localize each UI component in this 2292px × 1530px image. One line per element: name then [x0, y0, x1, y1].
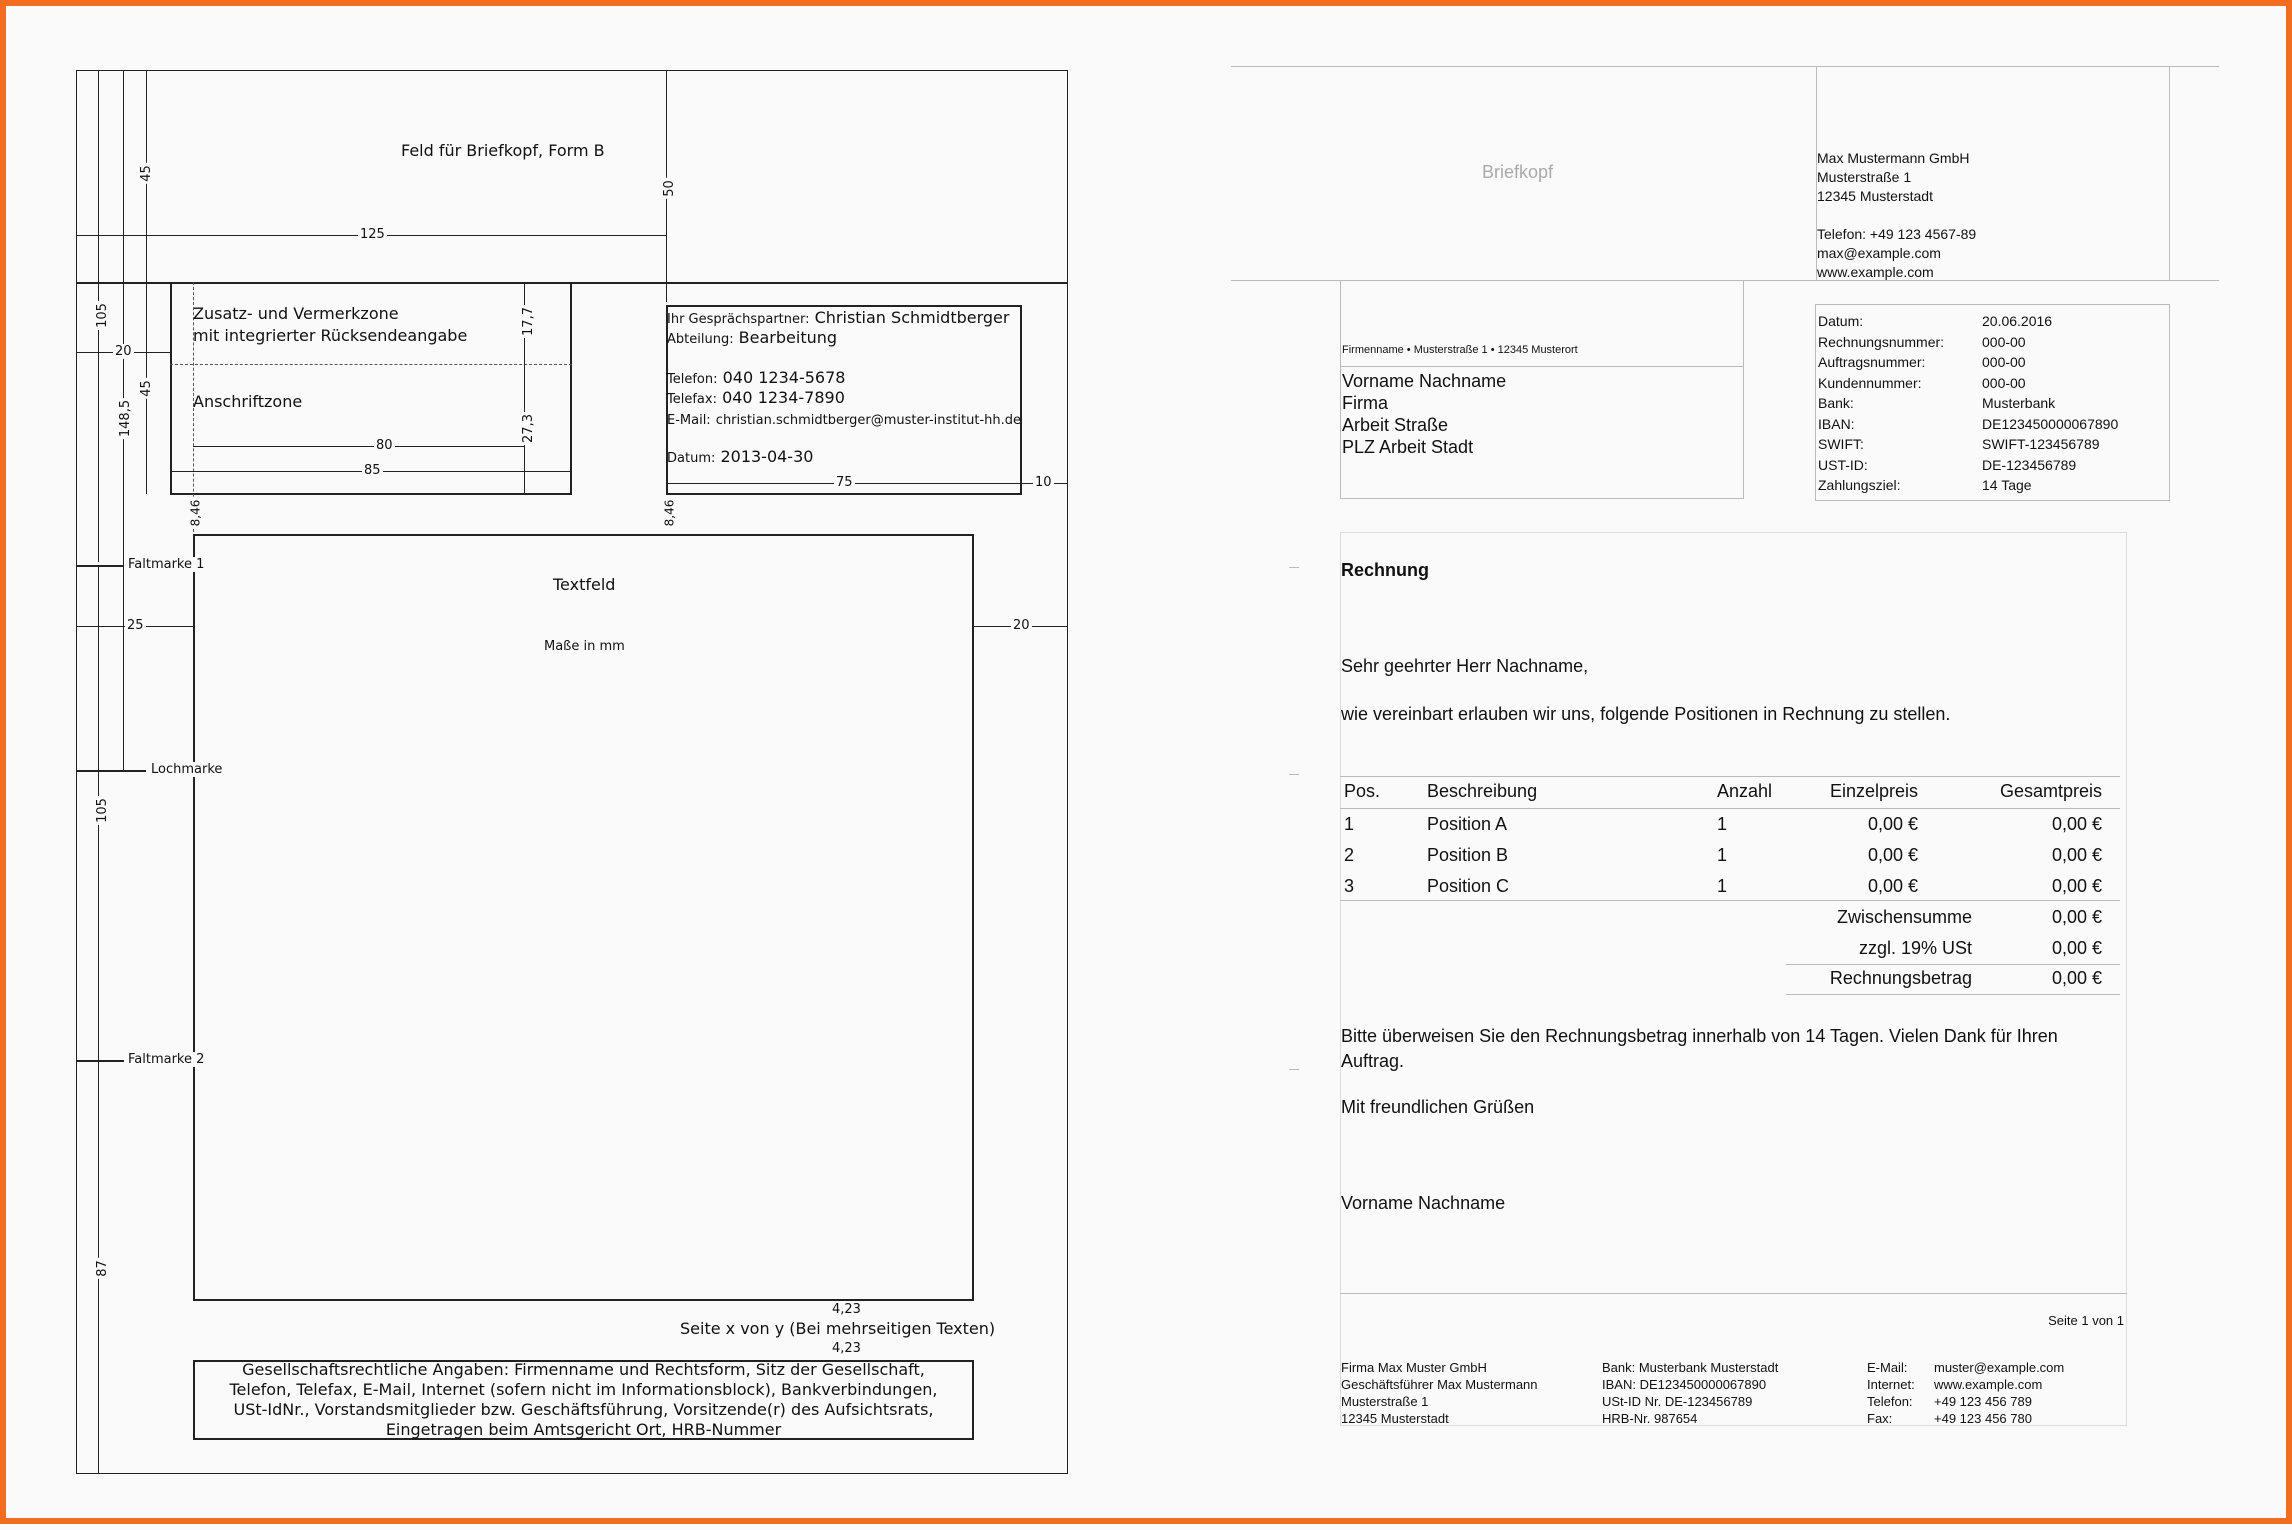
info-email [667, 409, 1021, 428]
signature-name: Vorname Nachname [1341, 1193, 1506, 1213]
info-datum [667, 447, 813, 466]
page-number: Seite 1 von 1 [2048, 1313, 2124, 1328]
th-einzelpreis: Einzelpreis [1829, 781, 1918, 801]
th-beschreibung: Beschreibung [1427, 781, 1538, 801]
dim-10: 10 [1035, 475, 1052, 490]
info-email-value: christian.schmidtberger@muster-institut-hh.de [715, 413, 1021, 428]
invoice-sheet [1206, 6, 2292, 1530]
info-datum-value: 2013-04-30 [720, 447, 814, 466]
briefkopf-placeholder: Briefkopf [1482, 162, 1554, 182]
dim-105b: 105 [94, 798, 110, 823]
td-anzahl: 1 [1717, 814, 1728, 834]
info-abteilung-label: Abteilung: [667, 332, 734, 347]
company-block [1817, 149, 1976, 282]
footer-line-2: Telefon, Telefax, E-Mail, Internet (sofern nicht im Informationsblock), Bankverbindungen, [229, 1380, 938, 1399]
footer-col-3-labels [1867, 1359, 1915, 1427]
td-beschreibung: Position B [1427, 845, 1509, 865]
td-anzahl: 1 [1717, 845, 1728, 865]
td-einzelpreis: 0,00 € [1867, 845, 1918, 865]
footer-internet-label: Internet: [1867, 1377, 1915, 1392]
footer-col-1 [1341, 1359, 1538, 1427]
dim-80: 80 [376, 438, 393, 453]
td-pos: 2 [1344, 845, 1355, 865]
company-line-5: Telefon: +49 123 4567-89 [1817, 226, 1977, 242]
total-label: Rechnungsbetrag [1829, 968, 1972, 988]
closing-text [1341, 1024, 2058, 1074]
totals-row-tax [1786, 938, 2120, 966]
dim-423b: 4,23 [832, 1341, 861, 1356]
tax-label: zzgl. 19% USt [1858, 938, 1972, 958]
recipient-block [1342, 370, 1506, 458]
td-beschreibung: Position C [1427, 876, 1510, 896]
table-top-line [1340, 776, 2120, 777]
info-value-8: DE-123456789 [1982, 456, 2077, 473]
footer-fax: +49 123 456 780 [1934, 1411, 2032, 1426]
subtotal-label: Zwischensumme [1836, 907, 1972, 927]
din-diagram-sheet [6, 6, 1106, 1530]
footer-col-2 [1602, 1359, 1778, 1427]
dim-50: 50 [661, 180, 677, 197]
dim-148: 148,5 [118, 399, 134, 438]
dim-17: 17,7 [520, 307, 536, 336]
footer-street: Musterstraße 1 [1341, 1394, 1429, 1409]
info-partner-label: Ihr Gesprächspartner: [667, 312, 810, 327]
info-email-label: E-Mail: [667, 413, 711, 428]
totals-row-subtotal [1786, 907, 2120, 935]
subtotal-value: 0,00 € [2051, 907, 2102, 927]
header-top-line [1231, 66, 2219, 67]
td-einzelpreis: 0,00 € [1867, 876, 1918, 896]
footer-city: 12345 Musterstadt [1341, 1411, 1449, 1426]
table-header-row [1340, 780, 2120, 808]
info-value-7: SWIFT-123456789 [1982, 436, 2100, 452]
faltmarke2-label: Faltmarke 2 [128, 1052, 205, 1067]
invoice-info-values [1982, 311, 2118, 496]
dim-87: 87 [94, 1260, 110, 1277]
recipient-divider [1340, 366, 1744, 367]
info-telefon-value: 040 1234-5678 [722, 368, 846, 387]
th-gesamtpreis: Gesamtpreis [1999, 781, 2102, 801]
return-address: Firmenname • Musterstraße 1 • 12345 Musterort [1342, 344, 1578, 356]
table-header-line [1340, 808, 2120, 809]
company-line-1: Max Mustermann GmbH [1817, 150, 1970, 166]
footer-hrb: HRB-Nr. 987654 [1602, 1411, 1698, 1426]
faltmarke1-label: Faltmarke 1 [128, 557, 205, 572]
faltmarke2-line [76, 1060, 124, 1062]
faltmarke1-line [76, 565, 124, 567]
header-divider-right [2169, 66, 2170, 280]
info-value-9: 14 Tage [1982, 477, 2032, 493]
dim-20b: 20 [1013, 618, 1030, 633]
info-value-1: 20.06.2016 [1982, 313, 2053, 329]
info-label-1: Datum: [1818, 313, 1864, 329]
footer-iban: IBAN: DE123450000067890 [1602, 1377, 1767, 1392]
tax-value: 0,00 € [2051, 938, 2102, 958]
recipient-city: PLZ Arbeit Stadt [1342, 437, 1474, 457]
footer-top-line [1340, 1293, 2127, 1294]
footer-ceo: Geschäftsführer Max Mustermann [1341, 1377, 1538, 1392]
info-label-8: UST-ID: [1818, 456, 1868, 473]
info-value-6: DE123450000067890 [1982, 415, 2119, 432]
intro-text: wie vereinbart erlauben wir uns, folgende Positionen in Rechnung zu stellen. [1341, 704, 1951, 724]
footer-fax-label: Fax: [1867, 1411, 1893, 1426]
zusatz-line-2: mit integrierter Rücksendeangabe [193, 326, 468, 345]
dim-25: 25 [127, 618, 144, 633]
fold-mark-3 [1289, 1069, 1299, 1070]
anschrift-label: Anschriftzone [193, 392, 303, 411]
dim-45b: 45 [138, 380, 154, 397]
footer-company: Firma Max Muster GmbH [1341, 1360, 1487, 1375]
td-beschreibung: Position A [1427, 814, 1508, 834]
info-value-3: 000-00 [1982, 354, 2026, 370]
td-pos: 1 [1344, 814, 1355, 834]
info-label-2: Rechnungsnummer: [1818, 333, 1945, 350]
td-gesamtpreis: 0,00 € [2051, 814, 2102, 834]
footer-email[interactable]: muster@example.com [1934, 1360, 2065, 1375]
seite-label: Seite x von y (Bei mehrseitigen Texten) [680, 1319, 996, 1338]
fold-mark-2 [1289, 774, 1299, 775]
company-line-6: max@example.com [1817, 245, 1941, 261]
footer-telefon-label: Telefon: [1867, 1394, 1913, 1409]
dim-20a: 20 [115, 344, 132, 359]
info-abteilung-value: Bearbeitung [738, 328, 838, 347]
company-line-7: www.example.com [1817, 264, 1934, 280]
th-anzahl: Anzahl [1717, 781, 1773, 801]
info-label-5: Bank: [1818, 395, 1854, 411]
footer-bank: Bank: Musterbank Musterstadt [1602, 1360, 1779, 1375]
info-value-5: Musterbank [1982, 395, 2056, 411]
footer-line-4: Eingetragen beim Amtsgericht Ort, HRB-Nummer [385, 1420, 782, 1439]
info-datum-label: Datum: [667, 451, 716, 466]
company-line-4 [1817, 206, 1976, 225]
table-row [1340, 845, 2120, 873]
info-telefax-label: Telefax: [667, 392, 717, 407]
table-row [1340, 814, 2120, 842]
info-telefon [667, 368, 845, 387]
info-label-3: Auftragsnummer: [1818, 354, 1926, 370]
dim-423a: 4,23 [832, 1302, 861, 1317]
recipient-name: Vorname Nachname [1342, 371, 1507, 391]
footer-ustid: USt-ID Nr. DE-123456789 [1602, 1394, 1753, 1409]
info-telefax-value: 040 1234-7890 [722, 388, 845, 407]
invoice-title: Rechnung [1341, 560, 1429, 580]
info-label-4: Kundennummer: [1818, 374, 1922, 391]
masse-label: Maße in mm [544, 639, 625, 654]
footer-line-3: USt-IdNr., Vorstandsmitglieder bzw. Geschäftsführung, Vorsitzende(r) des Aufsichtsrats, [233, 1400, 934, 1419]
recipient-firma: Firma [1342, 393, 1388, 413]
dim-105a: 105 [94, 303, 110, 328]
info-value-2: 000-00 [1982, 333, 2026, 350]
dim-846a: 8,46 [188, 499, 203, 527]
footer-text [193, 1360, 974, 1440]
info-label-6: IBAN: [1818, 415, 1855, 432]
company-line-2: Musterstraße 1 [1817, 169, 1912, 185]
textfeld-label: Textfeld [553, 575, 616, 594]
dim-75: 75 [836, 475, 853, 490]
info-telefax [667, 388, 845, 407]
footer-email-label: E-Mail: [1867, 1360, 1908, 1375]
zone-divider-dashed [170, 364, 572, 365]
info-abteilung [667, 328, 837, 347]
totals-row-total [1786, 968, 2120, 996]
total-value: 0,00 € [2051, 968, 2102, 988]
td-gesamtpreis: 0,00 € [2051, 876, 2102, 896]
dim-27: 27,3 [520, 414, 536, 443]
greeting: Mit freundlichen Grüßen [1341, 1097, 1535, 1117]
fold-mark-1 [1289, 567, 1299, 568]
lochmarke-line [76, 770, 146, 772]
dim-125: 125 [360, 227, 385, 242]
info-partner [667, 308, 1009, 327]
footer-telefon: +49 123 456 789 [1934, 1394, 2032, 1409]
dim-846b: 8,46 [662, 499, 677, 527]
td-anzahl: 1 [1717, 876, 1728, 896]
dim-45a: 45 [138, 165, 154, 182]
company-line-3: 12345 Musterstadt [1817, 188, 1933, 204]
td-gesamtpreis: 0,00 € [2051, 845, 2102, 865]
dim-line-80 [193, 446, 524, 447]
footer-internet[interactable]: www.example.com [1934, 1377, 2043, 1392]
invoice-info-labels [1818, 311, 1944, 496]
info-value-4: 000-00 [1982, 374, 2026, 391]
table-row [1340, 876, 2120, 904]
td-einzelpreis: 0,00 € [1867, 814, 1918, 834]
dim-85: 85 [364, 463, 381, 478]
info-label-9: Zahlungsziel: [1818, 477, 1901, 493]
closing-line-2: Auftrag. [1341, 1051, 1405, 1071]
dim-line-lower [98, 566, 99, 1474]
header-field-label: Feld für Briefkopf, Form B [401, 141, 605, 160]
info-label-7: SWIFT: [1818, 436, 1864, 452]
closing-line-1: Bitte überweisen Sie den Rechnungsbetrag innerhalb von 14 Tagen. Vielen Dank für Ihren [1341, 1026, 2058, 1046]
th-pos: Pos. [1344, 781, 1381, 801]
recipient-street: Arbeit Straße [1342, 415, 1449, 435]
footer-col-3-values [1934, 1359, 2064, 1427]
lochmarke-label: Lochmarke [151, 762, 223, 777]
td-pos: 3 [1344, 876, 1355, 896]
footer-line-1: Gesellschaftsrechtliche Angaben: Firmenname und Rechtsform, Sitz der Gesellschaft, [242, 1360, 925, 1379]
info-telefon-label: Telefon: [667, 372, 718, 387]
salutation: Sehr geehrter Herr Nachname, [1341, 656, 1589, 676]
info-partner-value: Christian Schmidtberger [814, 308, 1010, 327]
zusatz-line-1: Zusatz- und Vermerkzone [193, 304, 399, 323]
